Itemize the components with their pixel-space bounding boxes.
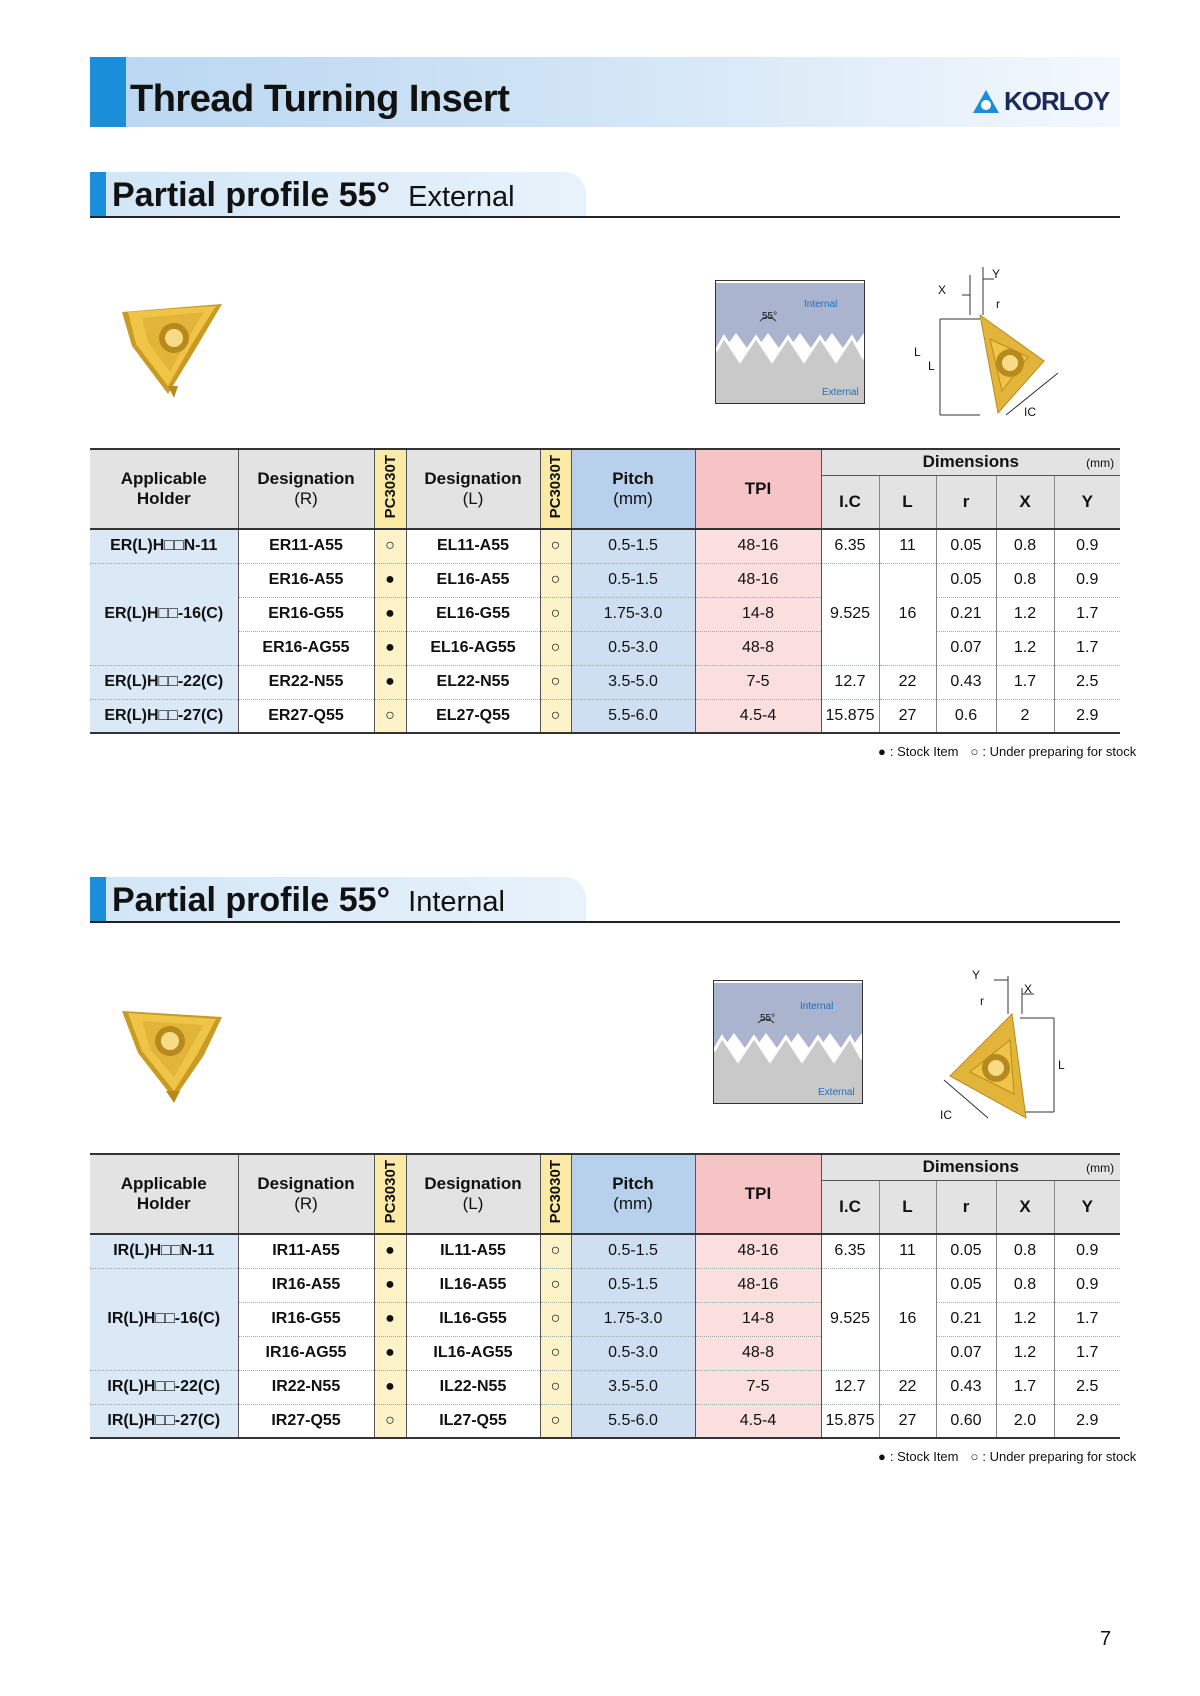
table-cell: ○ bbox=[374, 1404, 406, 1438]
brand-name: KORLOY bbox=[1004, 86, 1110, 116]
holder-cell: IR(L)H□□N-11 bbox=[90, 1234, 238, 1268]
table-cell: 1.2 bbox=[996, 1336, 1054, 1370]
table-cell: 14-8 bbox=[695, 597, 821, 631]
section-title: Partial profile 55° bbox=[112, 176, 391, 214]
table-cell: 48-16 bbox=[695, 1268, 821, 1302]
table-cell: 2.5 bbox=[1054, 665, 1120, 699]
page-title: Thread Turning Insert bbox=[130, 78, 510, 120]
table-cell: 4.5-4 bbox=[695, 1404, 821, 1438]
table-row bbox=[90, 1404, 1120, 1438]
table-cell: 0.43 bbox=[936, 1370, 996, 1404]
table-cell: IL16-A55 bbox=[406, 1268, 540, 1302]
table-cell: ● bbox=[374, 597, 406, 631]
holder-cell: IR(L)H□□-16(C) bbox=[90, 1268, 238, 1370]
table-cell: 0.05 bbox=[936, 529, 996, 563]
table-cell: ○ bbox=[540, 1404, 571, 1438]
table-cell: 0.5-1.5 bbox=[571, 1268, 695, 1302]
table-cell: IR22-N55 bbox=[238, 1370, 374, 1404]
page-number: 7 bbox=[1100, 1628, 1112, 1650]
profile-figure bbox=[713, 980, 863, 1104]
col-dimensions: Dimensions (mm) bbox=[821, 449, 1120, 475]
table-cell: 0.05 bbox=[936, 1268, 996, 1302]
table-cell: 0.43 bbox=[936, 665, 996, 699]
table-cell: ER27-Q55 bbox=[238, 699, 374, 733]
stock-legend: ● : Stock Item ○ : Under preparing for stock bbox=[878, 1449, 1137, 1464]
table-cell: 1.7 bbox=[996, 1370, 1054, 1404]
col-x: X bbox=[996, 1180, 1054, 1234]
table-cell: 12.7 bbox=[821, 665, 879, 699]
col-designation-r: Designation (R) bbox=[238, 1154, 374, 1234]
table-cell: 12.7 bbox=[821, 1370, 879, 1404]
stock-dot-icon: ● bbox=[878, 1449, 886, 1464]
table-cell: 3.5-5.0 bbox=[571, 1370, 695, 1404]
dim-l-label: L bbox=[1058, 1058, 1065, 1072]
table-cell: IR16-AG55 bbox=[238, 1336, 374, 1370]
col-ic: I.C bbox=[821, 475, 879, 529]
col-designation-l: Designation (L) bbox=[406, 1154, 540, 1234]
table-cell: IL16-G55 bbox=[406, 1302, 540, 1336]
thread-profile-diagram bbox=[716, 281, 864, 403]
section-accent-bar bbox=[90, 877, 106, 921]
col-designation-r: Designation (R) bbox=[238, 449, 374, 529]
table-cell: EL27-Q55 bbox=[406, 699, 540, 733]
profile-internal-label: Internal bbox=[800, 1001, 834, 1012]
dimension-figure bbox=[930, 968, 1070, 1126]
dim-x-label: X bbox=[938, 283, 947, 297]
profile-internal-label: Internal bbox=[804, 299, 838, 310]
table-cell: 0.5-1.5 bbox=[571, 563, 695, 597]
table-cell: 0.8 bbox=[996, 1268, 1054, 1302]
table-cell: 2.9 bbox=[1054, 1404, 1120, 1438]
table-cell: 0.21 bbox=[936, 597, 996, 631]
col-y: Y bbox=[1054, 1180, 1120, 1234]
table-cell: ○ bbox=[374, 699, 406, 733]
table-cell: 11 bbox=[879, 529, 936, 563]
dim-r-label: r bbox=[996, 297, 1000, 311]
table-cell: 0.21 bbox=[936, 1302, 996, 1336]
table-cell: 0.05 bbox=[936, 563, 996, 597]
table-cell: 1.7 bbox=[1054, 597, 1120, 631]
stock-dot-icon: ● bbox=[878, 744, 886, 759]
brand-logo bbox=[972, 86, 1109, 117]
table-cell: 0.5-1.5 bbox=[571, 1234, 695, 1268]
stock-legend: ● : Stock Item ○ : Under preparing for stock bbox=[878, 744, 1137, 759]
table-cell: 1.7 bbox=[1054, 631, 1120, 665]
profile-external-label: External bbox=[822, 387, 859, 398]
table-row bbox=[90, 529, 1120, 563]
table-cell: 7-5 bbox=[695, 665, 821, 699]
thread-profile-diagram bbox=[714, 981, 862, 1103]
table-row bbox=[90, 1302, 1120, 1336]
table-cell: ● bbox=[374, 563, 406, 597]
table-cell: IR27-Q55 bbox=[238, 1404, 374, 1438]
table-cell: EL16-AG55 bbox=[406, 631, 540, 665]
table-cell: ● bbox=[374, 1302, 406, 1336]
table-cell: ER16-A55 bbox=[238, 563, 374, 597]
profile-angle-label: 55° bbox=[762, 311, 778, 322]
table-cell: 0.5-3.0 bbox=[571, 631, 695, 665]
table-cell: ○ bbox=[540, 665, 571, 699]
table-cell: ○ bbox=[540, 1234, 571, 1268]
table-cell: 0.8 bbox=[996, 1234, 1054, 1268]
table-cell: 48-8 bbox=[695, 631, 821, 665]
table-cell: 7-5 bbox=[695, 1370, 821, 1404]
col-grade-l: PC3030T bbox=[540, 1154, 571, 1234]
table-cell: ○ bbox=[540, 1302, 571, 1336]
table-cell: ● bbox=[374, 665, 406, 699]
table-cell: ○ bbox=[540, 631, 571, 665]
table-cell: 0.60 bbox=[936, 1404, 996, 1438]
holder-cell: IR(L)H□□-22(C) bbox=[90, 1370, 238, 1404]
table-cell: 6.35 bbox=[821, 1234, 879, 1268]
table-cell: 0.8 bbox=[996, 563, 1054, 597]
col-holder: Applicable Holder bbox=[90, 1154, 238, 1234]
table-cell: 0.8 bbox=[996, 529, 1054, 563]
table-cell: ● bbox=[374, 1370, 406, 1404]
table-cell: EL11-A55 bbox=[406, 529, 540, 563]
table-cell: 22 bbox=[879, 1370, 936, 1404]
table-cell: 48-16 bbox=[695, 563, 821, 597]
section-title: Partial profile 55° bbox=[112, 881, 391, 919]
table-cell: 0.07 bbox=[936, 631, 996, 665]
table-cell: 0.9 bbox=[1054, 529, 1120, 563]
spec-table-internal bbox=[90, 1153, 1120, 1439]
table-cell: 1.7 bbox=[1054, 1302, 1120, 1336]
col-y: Y bbox=[1054, 475, 1120, 529]
section-accent-bar bbox=[90, 172, 106, 216]
table-row bbox=[90, 597, 1120, 631]
table-cell: EL16-A55 bbox=[406, 563, 540, 597]
table-row bbox=[90, 1234, 1120, 1268]
table-cell: 3.5-5.0 bbox=[571, 665, 695, 699]
dimension-figure bbox=[910, 265, 1060, 425]
table-cell: 1.7 bbox=[1054, 1336, 1120, 1370]
table-cell: 16 bbox=[879, 1268, 936, 1370]
holder-cell: ER(L)H□□-16(C) bbox=[90, 563, 238, 665]
table-cell: 0.9 bbox=[1054, 1268, 1120, 1302]
col-tpi: TPI bbox=[695, 449, 821, 529]
holder-cell: ER(L)H□□-22(C) bbox=[90, 665, 238, 699]
table-cell: ER22-N55 bbox=[238, 665, 374, 699]
prep-circle-icon: ○ bbox=[970, 1449, 979, 1464]
table-cell: 48-8 bbox=[695, 1336, 821, 1370]
table-cell: 0.5-3.0 bbox=[571, 1336, 695, 1370]
holder-cell: IR(L)H□□-27(C) bbox=[90, 1404, 238, 1438]
prep-circle-icon: ○ bbox=[970, 744, 979, 759]
table-row bbox=[90, 563, 1120, 597]
table-cell: 0.6 bbox=[936, 699, 996, 733]
table-cell: ER11-A55 bbox=[238, 529, 374, 563]
table-cell: 22 bbox=[879, 665, 936, 699]
table-cell: 5.5-6.0 bbox=[571, 699, 695, 733]
section-divider bbox=[90, 921, 1120, 923]
table-cell: EL16-G55 bbox=[406, 597, 540, 631]
table-cell: 48-16 bbox=[695, 1234, 821, 1268]
dim-ic-label: IC bbox=[940, 1108, 952, 1122]
table-cell: ○ bbox=[540, 529, 571, 563]
table-cell: 2.5 bbox=[1054, 1370, 1120, 1404]
col-grade-l: PC3030T bbox=[540, 449, 571, 529]
table-cell: IR16-G55 bbox=[238, 1302, 374, 1336]
table-cell: 0.05 bbox=[936, 1234, 996, 1268]
profile-angle-label: 55° bbox=[760, 1013, 776, 1024]
table-cell: ER16-G55 bbox=[238, 597, 374, 631]
table-cell: 0.9 bbox=[1054, 563, 1120, 597]
table-cell: ER16-AG55 bbox=[238, 631, 374, 665]
table-cell: IL22-N55 bbox=[406, 1370, 540, 1404]
col-x: X bbox=[996, 475, 1054, 529]
col-ic: I.C bbox=[821, 1180, 879, 1234]
insert-dimension-diagram bbox=[930, 968, 1070, 1126]
table-cell: 1.2 bbox=[996, 631, 1054, 665]
table-cell: ○ bbox=[540, 597, 571, 631]
table-cell: ○ bbox=[540, 699, 571, 733]
dim-r-label: r bbox=[980, 994, 984, 1008]
table-row bbox=[90, 665, 1120, 699]
table-cell: ○ bbox=[540, 1370, 571, 1404]
table-cell: EL22-N55 bbox=[406, 665, 540, 699]
dim-y-label: Y bbox=[972, 968, 981, 982]
table-cell: IR16-A55 bbox=[238, 1268, 374, 1302]
spec-table-external bbox=[90, 448, 1120, 734]
dim-l-label: L bbox=[914, 345, 921, 359]
col-tpi: TPI bbox=[695, 1154, 821, 1234]
table-row bbox=[90, 1336, 1120, 1370]
table-cell: 2 bbox=[996, 699, 1054, 733]
col-r: r bbox=[936, 475, 996, 529]
table-cell: ● bbox=[374, 1234, 406, 1268]
table-cell: 0.07 bbox=[936, 1336, 996, 1370]
header-accent-bar bbox=[90, 57, 126, 127]
table-cell: 27 bbox=[879, 1404, 936, 1438]
table-row bbox=[90, 1268, 1120, 1302]
table-cell: 2.9 bbox=[1054, 699, 1120, 733]
table-cell: ○ bbox=[374, 529, 406, 563]
table-cell: 15.875 bbox=[821, 699, 879, 733]
table-cell: 1.75-3.0 bbox=[571, 597, 695, 631]
table-cell: 6.35 bbox=[821, 529, 879, 563]
table-cell: 0.5-1.5 bbox=[571, 529, 695, 563]
table-cell: 2.0 bbox=[996, 1404, 1054, 1438]
table-cell: 1.2 bbox=[996, 597, 1054, 631]
table-cell: ○ bbox=[540, 1268, 571, 1302]
dim-y-label: Y bbox=[992, 267, 1001, 281]
table-cell: 48-16 bbox=[695, 529, 821, 563]
table-cell: 16 bbox=[879, 563, 936, 665]
section-subtitle: Internal bbox=[408, 886, 505, 918]
korloy-logo-icon bbox=[972, 89, 1000, 115]
dim-l-label-2: L bbox=[928, 359, 935, 373]
col-grade-r: PC3030T bbox=[374, 449, 406, 529]
table-cell: ● bbox=[374, 1336, 406, 1370]
table-cell: 9.525 bbox=[821, 1268, 879, 1370]
table-row bbox=[90, 1370, 1120, 1404]
table-cell: 1.2 bbox=[996, 1302, 1054, 1336]
table-cell: ● bbox=[374, 631, 406, 665]
dim-x-label: X bbox=[1024, 982, 1033, 996]
profile-external-label: External bbox=[818, 1087, 855, 1098]
section-subtitle: External bbox=[408, 181, 515, 213]
table-row bbox=[90, 631, 1120, 665]
col-designation-l: Designation (L) bbox=[406, 449, 540, 529]
col-l: L bbox=[879, 475, 936, 529]
table-cell: 11 bbox=[879, 1234, 936, 1268]
insert-dimension-diagram bbox=[910, 265, 1060, 425]
table-cell: 15.875 bbox=[821, 1404, 879, 1438]
table-row bbox=[90, 699, 1120, 733]
table-cell: 0.9 bbox=[1054, 1234, 1120, 1268]
dim-ic-label: IC bbox=[1024, 405, 1036, 419]
holder-cell: ER(L)H□□-27(C) bbox=[90, 699, 238, 733]
col-pitch: Pitch (mm) bbox=[571, 449, 695, 529]
table-cell: ○ bbox=[540, 563, 571, 597]
section-divider bbox=[90, 216, 1120, 218]
col-r: r bbox=[936, 1180, 996, 1234]
col-grade-r: PC3030T bbox=[374, 1154, 406, 1234]
col-l: L bbox=[879, 1180, 936, 1234]
table-cell: IL11-A55 bbox=[406, 1234, 540, 1268]
table-cell: IL27-Q55 bbox=[406, 1404, 540, 1438]
table-cell: 14-8 bbox=[695, 1302, 821, 1336]
thread-insert-image bbox=[112, 290, 232, 400]
thread-insert-image bbox=[112, 995, 232, 1105]
table-cell: ○ bbox=[540, 1336, 571, 1370]
table-cell: 4.5-4 bbox=[695, 699, 821, 733]
table-cell: 1.75-3.0 bbox=[571, 1302, 695, 1336]
col-holder: Applicable Holder bbox=[90, 449, 238, 529]
holder-cell: ER(L)H□□N-11 bbox=[90, 529, 238, 563]
profile-figure bbox=[715, 280, 865, 404]
table-cell: 9.525 bbox=[821, 563, 879, 665]
table-cell: IL16-AG55 bbox=[406, 1336, 540, 1370]
table-cell: IR11-A55 bbox=[238, 1234, 374, 1268]
table-cell: 5.5-6.0 bbox=[571, 1404, 695, 1438]
col-dimensions: Dimensions (mm) bbox=[821, 1154, 1120, 1180]
table-cell: 1.7 bbox=[996, 665, 1054, 699]
table-cell: ● bbox=[374, 1268, 406, 1302]
table-cell: 27 bbox=[879, 699, 936, 733]
col-pitch: Pitch (mm) bbox=[571, 1154, 695, 1234]
